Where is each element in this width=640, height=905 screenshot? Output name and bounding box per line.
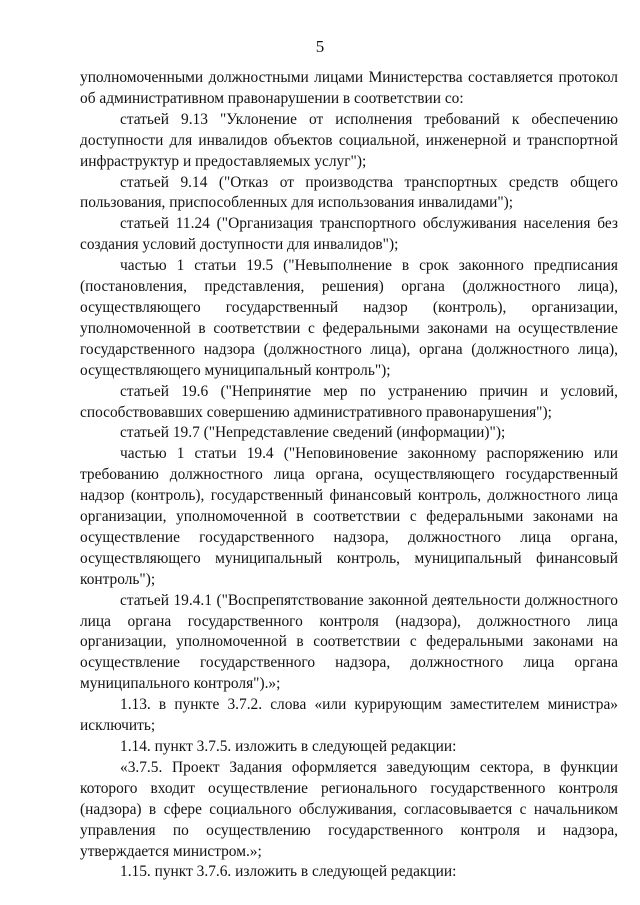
- paragraph-clause-3-7-5: «3.7.5. Проект Задания оформляется заведующим сектора, в функции которого входит осуществление регионального государственного контроля (надзора) в сфере социального обслуживания, согласовывается с начальником управления по осуществлению государственного контроля и надзора, утверждается министром.»;: [80, 758, 618, 860]
- paragraph-article-19-4: частью 1 статьи 19.4 ("Неповиновение законному распоряжению или требованию должностного лица органа, осуществляющего государственный надзор (контроль), государственный финансовый контроль, должностного лица организации, уполномоченной в соответствии с федеральными законами на осуществление государственного надзора, должностного лица органа, осуществляющего муниципальный контроль, муниципальный финансовый контроль");: [80, 445, 618, 588]
- paragraph-intro: уполномоченными должностными лицами Министерства составляется протокол об административном правонарушении в соответствии со:: [80, 69, 618, 107]
- paragraph-item-1-13: 1.13. в пункте 3.7.2. слова «или курирующим заместителем министра» исключить;: [80, 696, 618, 735]
- paragraph-article-11-24: статьей 11.24 ("Организация транспортного обслуживания населения без создания условий доступности для инвалидов");: [80, 215, 618, 254]
- paragraph-article-19-7: статьей 19.7 ("Непредставление сведений (информации)");: [120, 424, 506, 442]
- paragraph-article-19-4-1: статьей 19.4.1 ("Воспрепятствование законной деятельности должностного лица органа государственного контроля (надзора), должностного лица организации, уполномоченной в соответствии с федеральными законами на осуществление государственного надзора, должностного лица органа муниципального контроля").»;: [80, 591, 618, 693]
- paragraph-article-9-13: статьей 9.13 "Уклонение от исполнения требований к обеспечению доступности для инвалидов объектов социальной, инженерной и транспортной инфраструктур и предоставляемых услуг");: [80, 110, 618, 170]
- paragraph-article-19-6: статьей 19.6 ("Непринятие мер по устранению причин и условий, способствовавших совершению административного правонарушения");: [80, 382, 618, 421]
- paragraph-item-1-14: 1.14. пункт 3.7.5. изложить в следующей редакции:: [120, 738, 457, 755]
- page-number: 5: [315, 37, 325, 56]
- paragraph-article-9-14: статьей 9.14 ("Отказ от производства транспортных средств общего пользования, приспособленных для использования инвалидами");: [80, 173, 618, 212]
- paragraph-item-1-15: 1.15. пункт 3.7.6. изложить в следующей редакции:: [120, 863, 457, 881]
- paragraph-article-19-5: частью 1 статьи 19.5 ("Невыполнение в срок законного предписания (постановления, представления, решения) органа (должностного лица), осуществляющего государственный надзор (контроль), организации, уполномоченной в соответствии с федеральными законами на осуществление государственного надзора (должностного лица), органа (должностного лица), осуществляющего муниципальный контроль");: [80, 257, 618, 379]
- document-body: [80, 68, 618, 883]
